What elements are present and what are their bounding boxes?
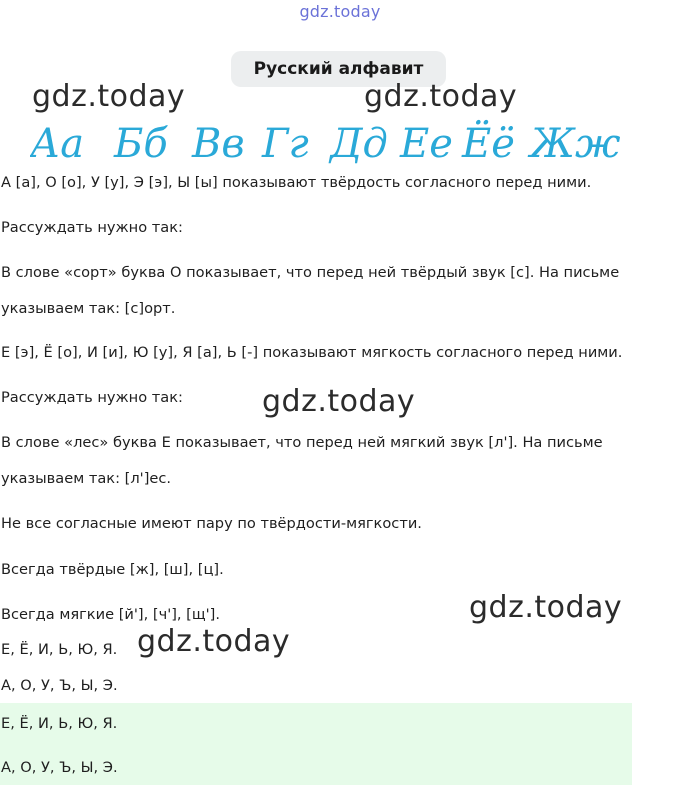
answer-box xyxy=(0,703,632,785)
cursive-letter-d: Дд xyxy=(330,121,388,167)
cursive-letter-v: Вв xyxy=(192,121,245,167)
page-title: Русский алфавит xyxy=(231,51,446,87)
text-line: В слове «лес» буква Е показывает, что перед ней мягкий звук [л']. На письме xyxy=(1,434,603,451)
text-line: Всегда мягкие [й'], [ч'], [щ']. xyxy=(1,606,220,623)
cursive-letter-zh: Жж xyxy=(530,121,621,167)
text-line: указываем так: [с]орт. xyxy=(1,300,176,317)
cursive-letter-g: Гг xyxy=(262,121,309,167)
cursive-letter-e: Ее xyxy=(400,121,453,167)
text-line: Е, Ё, И, Ь, Ю, Я. xyxy=(1,641,118,658)
text-line: указываем так: [л']ес. xyxy=(1,470,172,487)
cursive-letter-a: Аа xyxy=(30,121,85,167)
text-line: Е [э], Ё [о], И [и], Ю [у], Я [а], Ь [-] показывают мягкость согласного перед ними. xyxy=(1,344,623,361)
cursive-letter-yo: Ёё xyxy=(462,121,515,167)
text-line: Не все согласные имеют пару по твёрдости-мягкости. xyxy=(1,515,422,532)
text-line: Рассуждать нужно так: xyxy=(1,219,183,236)
text-line: В слове «сорт» буква О показывает, что перед ней твёрдый звук [с]. На письме xyxy=(1,264,620,281)
watermark: gdz.today xyxy=(364,79,518,114)
answer-line: Е, Ё, И, Ь, Ю, Я. xyxy=(1,715,118,732)
cursive-alphabet-svg xyxy=(30,115,630,171)
text-line: А [а], О [о], У [у], Э [э], Ы [ы] показывают твёрдость согласного перед ними. xyxy=(1,174,592,191)
watermark: gdz.today xyxy=(137,624,291,659)
text-line: Всегда твёрдые [ж], [ш], [ц]. xyxy=(1,561,224,578)
text-line: Рассуждать нужно так: xyxy=(1,389,183,406)
watermark: gdz.today xyxy=(469,590,623,625)
watermark: gdz.today xyxy=(32,79,186,114)
site-logo[interactable]: gdz.today xyxy=(299,2,381,21)
text-line: А, О, У, Ъ, Ы, Э. xyxy=(1,677,118,694)
answer-line: А, О, У, Ъ, Ы, Э. xyxy=(1,759,118,776)
watermark: gdz.today xyxy=(262,384,416,419)
cursive-letter-b: Бб xyxy=(114,121,168,167)
cursive-alphabet-row xyxy=(30,115,630,171)
